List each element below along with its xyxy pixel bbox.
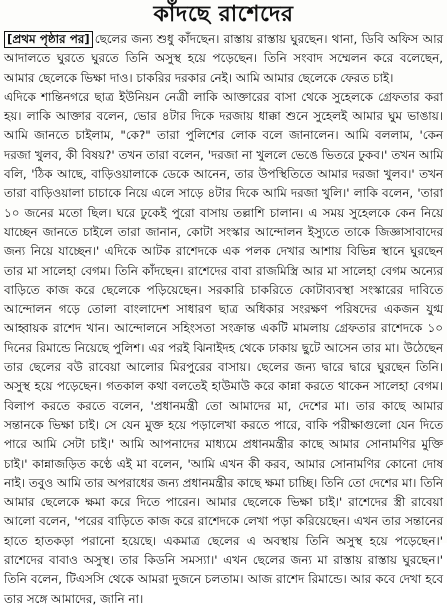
article-body [4, 30, 443, 609]
article-paragraph-2: এদিকে শান্তিনগরে ছাত্র ইউনিয়ন নেত্রী লাকি আক্তারের বাসা থেকে সুহেলকে গ্রেফতার করা হয়। লাকি আক্তার বলেন, ভোর ৪টার দিকে দরজায় ধাক্কা শুনে সুহেলই আমার ঘুম ভাঙায়। আমি জানতে চাইলাম, "কে?" তারা পুলিশের লোক বলে জানালেন। আমি বললাম, 'কেন দরজা খুলব, কী বিষয়?' তখন তারা বলেন, 'দরজা না খুললে ভেঙে ভিতরে ঢুকব।' তখন আমি বলি, 'ঠিক আছে, বাড়িওয়ালাকে ডেকে আনেন, তার উপস্থিতিতে আমার দরজা খুলব।' তখন তারা বাড়িওয়ালা চাচাকে নিয়ে এলে সাড়ে ৪টার দিকে আমি দরজা খুলি।' লাকি বলেন, 'তারা ১০ জনের মতো ছিল। ঘরে ঢুকেই পুরো বাসায় তল্লাশি চালান। এ সময় সুহেলকে কেন নিয়ে যাচ্ছেন জানতে চাইলে তারা জানান, কোটা সংস্কার আন্দোলন ইস্যুতে তাকে জিজ্ঞাসাবাদের জন্য নিয়ে যাচ্ছেন।' এদিকে আটক রাশেদকে এক পলক দেখার আশায় বিভিন্ন স্থানে ঘুরছেন তার মা সালেহা বেগম। তিনি কাঁদছেন। রাশেদের বাবা রাজমিস্ত্রি আর মা সালেহা বেগম অন্যের বাড়িতে কাজ করে ছেলেকে পড়িয়েছেন। সরকারি চাকরিতে কোটাব্যবস্থা সংস্কারের দাবিতে আন্দোলন গড়ে তোলা বাংলাদেশ সাধারণ ছাত্র অধিকার সংরক্ষণ পরিষদের একজন যুগ্ম আহ্বায়ক রাশেদ খান। আন্দোলনে সহিংসতা সংক্রান্ত একটি মামলায় গ্রেফতার রাশেদকে ১০ দিনের রিমান্ডে নিয়েছে পুলিশ। এর পরই ঝিনাইদহ থেকে ঢাকায় ছুটে আসেন তার মা। উঠেছেন তার ছেলের বউ রাবেয়া আলোর মিরপুরের বাসায়। ছেলের জন্য দ্বারে দ্বারে ঘুরছেন তিনি। অসুস্থ হয়ে পড়েছেন। গতকাল কথা বলতেই হাউমাউ করে কান্না করতে থাকেন সালেহা বেগম। বিলাপ করতে করতে বলেন, 'প্রধানমন্ত্রী তো আমাদের মা, দেশের মা। তার কাছে আমার সন্তানকে ভিক্ষা চাই। সে যেন মুক্ত হয়ে পড়ালেখা করতে পারে, বাকি পরীক্ষাগুলো যেন দিতে পারে আমি সেটা চাই।' আমি আপনাদের মাধ্যমে প্রধানমন্ত্রীর কাছে আমার সোনামণির মুক্তি চাই।' কান্নাজড়িত কণ্ঠে এই মা বলেন, 'আমি এখন কী করব, আমার সোনামণির কোনো দোষ নাই। তবুও আমি তার অপরাধের জন্য প্রধানমন্ত্রীর কাছে ক্ষমা চাচ্ছি। তিনি তো দেশের মা। তিনি আমার ছেলেকে ক্ষমা করে দিতে পারেন। আমার ছেলেকে ভিক্ষা চাই।' রাশেদের স্ত্রী রাবেয়া আলো বলেন, 'পরের বাড়িতে কাজ করে রাশেদকে লেখা পড়া করিয়েছেন। এখন তার সন্তানের হাতে হাতকড়া পরানো হয়েছে। একমাত্র ছেলের এ অবস্থায় তিনি অসুস্থ হয়ে পড়েছেন।' রাশেদের বাবাও অসুস্থ। তার কিডনি সমস্যা।' এখন ছেলের জন্য মা রাস্তায় রাস্তায় ঘুরছেন।' তিনি বলেন, টিএসসি থেকে আমরা দুজনে চলতাম। আজ রাশেদ রিমান্ডে। আর কবে দেখা হবে তার সঙ্গে আমাদের, জানি না। [4, 89, 443, 606]
headline: কাঁদছে রাশেদের [153, 2, 294, 27]
article-paragraph-1 [4, 30, 443, 88]
paragraph-1-text: ছেলের জন্য শুধু কাঁদছেন। রাস্তায় রাস্তায় ঘুরছেন। থানা, ডিবি অফিস আর আদালতে ঘুরতে ঘুরতে তিনি অসুস্থ হয়ে পড়েছেন। তিনি সংবাদ সম্মেলন করে বলেছেন, আমার ছেলেকে ভিক্ষা দাও। চাকরির দরকার নেই। আমি আমার ছেলেকে ফেরত চাই। [4, 32, 443, 85]
continued-from-front-page-label: [প্রথম পৃষ্ঠার পর] [4, 31, 93, 48]
